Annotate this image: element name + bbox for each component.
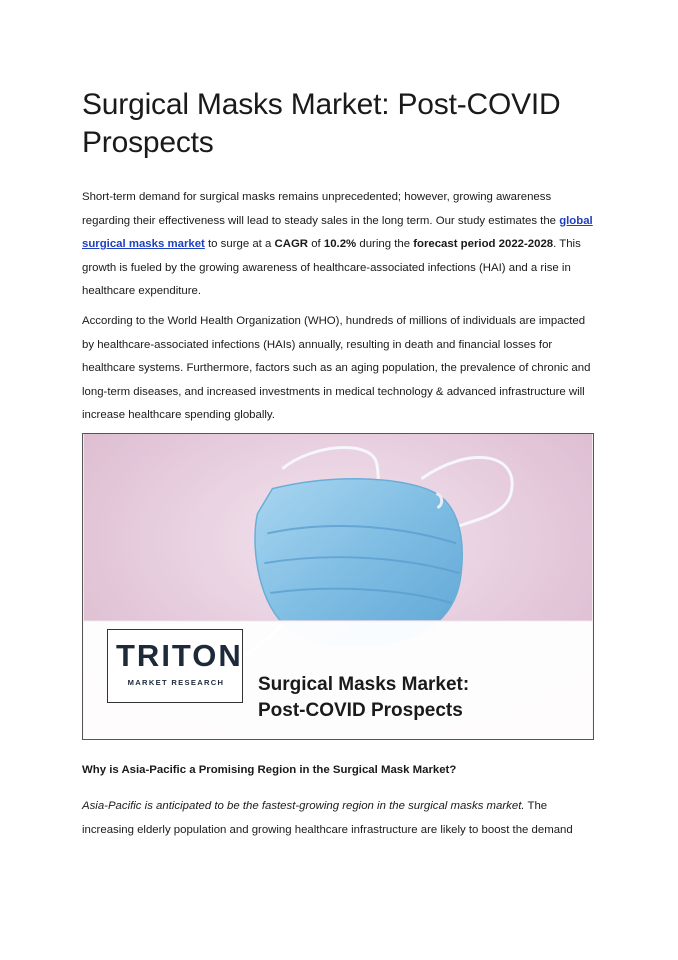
intro-paragraph	[82, 186, 600, 304]
cagr-label: CAGR	[274, 238, 309, 250]
asia-pacific-text: The increasing elderly population and growing healthcare infrastructure are likely to boost the demand	[82, 800, 573, 836]
asia-pacific-italic: Asia-Pacific is anticipated to be the fastest-growing region in the surgical masks market.	[82, 800, 525, 812]
banner-title-line-2: Post-COVID Prospects	[258, 700, 463, 721]
global-surgical-masks-market-link[interactable]: global surgical masks market	[82, 214, 593, 250]
section-heading: Why is Asia-Pacific a Promising Region in the Surgical Mask Market?	[82, 764, 457, 776]
triton-logo	[107, 629, 243, 703]
banner-title	[258, 672, 588, 724]
intro-text-3: of	[308, 238, 324, 250]
cagr-value: 10.2%	[323, 238, 357, 250]
asia-pacific-paragraph	[82, 795, 600, 842]
forecast-period: forecast period 2022-2028	[413, 238, 554, 250]
intro-text-4: during the	[356, 238, 414, 250]
logo-wordmark: TRITON	[116, 638, 243, 673]
intro-text-2: to surge at a	[204, 238, 275, 250]
logo-tagline: MARKET RESEARCH	[127, 678, 225, 687]
intro-text-1: Short-term demand for surgical masks remains unprecedented; however, growing awareness regarding their effectiveness will lead to steady sales in the long term. Our study estimates the	[82, 191, 560, 227]
banner-title-line-1: Surgical Masks Market:	[258, 674, 470, 695]
banner-image	[82, 433, 594, 740]
intro-text-5: . This growth is fueled by the growing awareness of healthcare-associated infections (HAI) and a rise in healthcare expenditure.	[82, 238, 581, 297]
who-paragraph: According to the World Health Organization (WHO), hundreds of millions of individuals are impacted by healthcare-associated infections (HAIs) annually, resulting in death and financial losses for healthcare systems. Furthermore, factors such as an aging population, the prevalence of chronic and long-term diseases, and increased investments in medical technology & advanced infrastructure will increase healthcare spending globally.	[82, 315, 591, 421]
page-title: Surgical Masks Market: Post-COVID Prospects	[82, 88, 561, 159]
